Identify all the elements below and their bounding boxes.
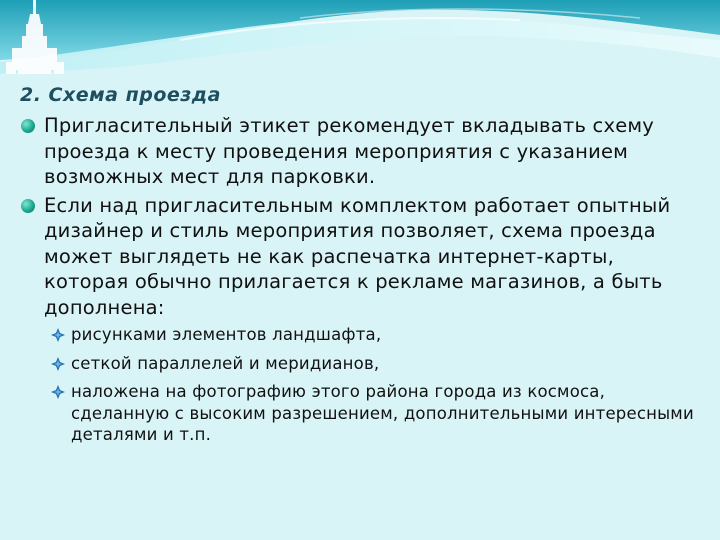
sub-bullet-list xyxy=(20,324,700,446)
bullet-item xyxy=(20,113,700,190)
wave-decoration xyxy=(0,0,720,90)
sub-bullet-item xyxy=(20,353,700,375)
sub-bullet-text: рисунками элементов ландшафта, xyxy=(71,325,382,344)
slide-content xyxy=(20,113,700,453)
bullet-text: Пригласительный этикет рекомендует вкладывать схему проезда к месту проведения мероприятия с указанием возможных мест для парковки. xyxy=(44,114,655,188)
sub-bullet-item xyxy=(20,324,700,346)
sub-bullet-text: сеткой параллелей и меридианов, xyxy=(71,353,380,373)
skyscraper-emblem xyxy=(4,0,68,84)
sub-bullet-text: наложена на фотографию этого района города из космоса, сделанную с высоким разрешением, дополнительными интересными деталями и т.п. xyxy=(71,382,694,444)
bullet-item xyxy=(20,193,700,321)
sub-bullet-item xyxy=(20,381,700,446)
diamond-bullet-icon xyxy=(51,385,65,399)
bullet-dot xyxy=(21,119,35,133)
diamond-bullet-icon xyxy=(51,357,65,371)
bullet-dot xyxy=(21,199,35,213)
slide-title: 2. Схема проезда xyxy=(20,84,221,106)
bullet-text: Если над пригласительным комплектом работает опытный дизайнер и стиль мероприятия позволяет, схема проезда может выглядеть не как распечатка интернет-карты, которая обычно прилагается к рекламе магазинов, а быть дополнена: xyxy=(44,193,671,319)
diamond-bullet-icon xyxy=(51,328,65,342)
header-wave-band xyxy=(0,0,720,90)
